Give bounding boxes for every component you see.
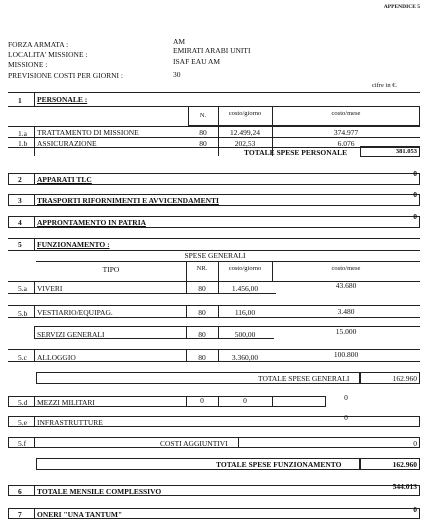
col-giorno-header-5: costo/giorno <box>228 265 262 272</box>
section-6-title: TOTALE MENSILE COMPLESSIVO <box>37 487 162 496</box>
spese-generali-header: SPESE GENERALI <box>184 251 246 260</box>
row-5f-value: 0 <box>413 439 417 448</box>
row-5a-code: 5.a <box>18 284 27 293</box>
row-servizi-giorno: 500,00 <box>234 330 256 339</box>
row-1b-giorno: 202,53 <box>234 139 256 148</box>
row-1b-code: 1.b <box>18 139 28 148</box>
col-giorno-header: costo/giorno <box>228 110 262 117</box>
row-5b-n: 80 <box>198 308 206 317</box>
missione-value: ISAF EAU AM <box>173 57 221 66</box>
forza-value: AM <box>173 37 186 46</box>
row-1a-giorno: 12.499,24 <box>230 128 260 137</box>
forza-label: FORZA ARMATA : <box>8 40 69 49</box>
row-1a-n: 80 <box>199 128 207 137</box>
section-4-number: 4 <box>18 218 22 227</box>
row-servizi-label: SERVIZI GENERALI <box>37 330 105 339</box>
row-5c-mese: 100.800 <box>333 350 359 359</box>
previsione-value: 30 <box>173 70 181 79</box>
row-5c-code: 5.c <box>18 353 27 362</box>
row-5c-label: ALLOGGIO <box>37 353 76 362</box>
missione-label: MISSIONE : <box>8 60 48 69</box>
section-2-title: APPARATI TLC <box>37 175 92 184</box>
row-5d-label: MEZZI MILITARI <box>37 398 95 407</box>
spese-generali-total-value: 162.960 <box>392 374 417 383</box>
row-1a-label: TRATTAMENTO DI MISSIONE <box>37 128 139 137</box>
funzionamento-total-label: TOTALE SPESE FUNZIONAMENTO <box>216 460 342 469</box>
col-mese-header-5: costo/mese <box>331 265 361 272</box>
previsione-label: PREVISIONE COSTI PER GIORNI : <box>8 71 124 80</box>
row-5b-code: 5.b <box>18 309 28 318</box>
row-1b-n: 80 <box>199 139 207 148</box>
section-5-title: FUNZIONAMENTO : <box>37 240 110 249</box>
row-1b-label: ASSICURAZIONE <box>37 139 97 148</box>
row-5b-mese: 3.480 <box>337 307 355 316</box>
row-5f-code: 5.f <box>18 439 27 448</box>
section-7-title: ONERI "UNA TANTUM" <box>37 510 123 519</box>
localita-label: LOCALITA' MISSIONE : <box>8 50 88 59</box>
section-6-value: 544.013 <box>392 482 417 491</box>
spese-generali-total-label: TOTALE SPESE GENERALI <box>258 374 350 383</box>
section-4-value: 0 <box>413 212 417 221</box>
row-5a-label: VIVERI <box>37 284 63 293</box>
row-5c-giorno: 3.360,00 <box>231 353 259 362</box>
row-5a-mese: 43.680 <box>335 281 357 290</box>
row-1a-code: 1.a <box>18 129 27 138</box>
row-1a-mese: 374.977 <box>333 128 359 137</box>
row-servizi-mese: 15.000 <box>335 327 357 336</box>
row-servizi-n: 80 <box>198 330 206 339</box>
row-1b-mese: 6.076 <box>337 139 355 148</box>
section-7-value: 0 <box>413 505 417 514</box>
row-5b-label: VESTIARIO/EQUIPAG. <box>37 308 113 317</box>
section-1-number: 1 <box>18 96 22 105</box>
row-5e-mese: 0 <box>344 413 348 422</box>
row-5d-n: 0 <box>200 396 204 405</box>
funzionamento-total-value: 162.960 <box>392 460 417 469</box>
row-5f-label: COSTI AGGIUNTIVI <box>160 439 228 448</box>
personale-total-label: TOTALE SPESE PERSONALE <box>244 148 348 157</box>
personale-total-value: 381.053 <box>395 148 417 155</box>
row-5e-label: INFRASTRUTTURE <box>37 418 103 427</box>
col-tipo-header: TIPO <box>102 265 120 274</box>
localita-value: EMIRATI ARABI UNITI <box>173 46 251 55</box>
row-5a-n: 80 <box>198 284 206 293</box>
section-1-title: PERSONALE : <box>37 95 88 104</box>
section-3-number: 3 <box>18 196 22 205</box>
section-7-number: 7 <box>18 510 22 519</box>
appendix-label: APPENDICE 5 <box>383 4 420 10</box>
currency-note: cifre in €. <box>372 82 398 89</box>
col-mese-header: costo/mese <box>331 110 361 117</box>
row-5c-n: 80 <box>198 353 206 362</box>
section-2-number: 2 <box>18 175 22 184</box>
section-4-title: APPRONTAMENTO IN PATRIA <box>37 218 147 227</box>
row-5d-code: 5.d <box>18 398 28 407</box>
col-n-header: N. <box>199 112 207 119</box>
section-3-title: TRASPORTI RIFORNIMENTI E AVVICENDAMENTI <box>37 196 219 205</box>
row-5b-giorno: 116,00 <box>234 308 256 317</box>
row-5a-giorno: 1.456,00 <box>231 284 259 293</box>
section-6-number: 6 <box>18 487 22 496</box>
col-nr-header: NR. <box>196 265 208 272</box>
section-5-number: 5 <box>18 240 22 249</box>
row-5e-code: 5.e <box>18 418 27 427</box>
section-2-value: 0 <box>413 169 417 178</box>
row-5d-mese: 0 <box>344 393 348 402</box>
section-3-value: 0 <box>413 190 417 199</box>
row-5d-giorno: 0 <box>243 396 247 405</box>
